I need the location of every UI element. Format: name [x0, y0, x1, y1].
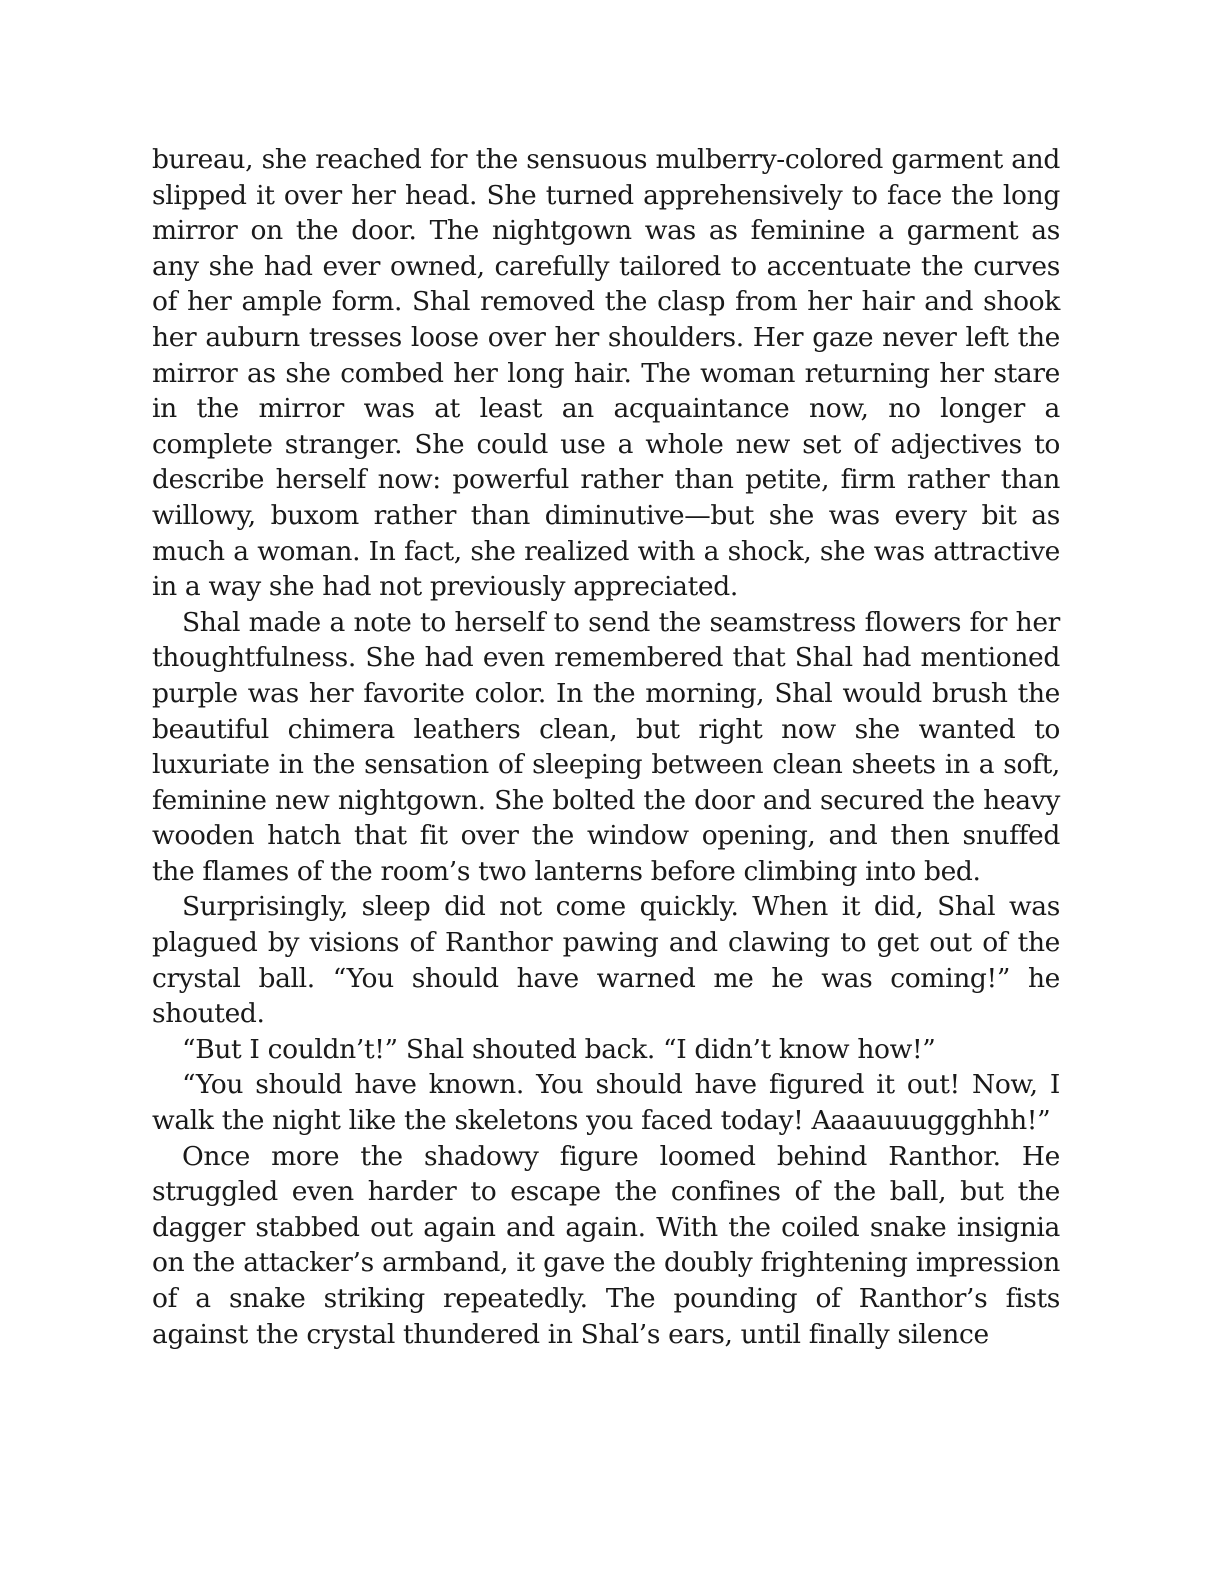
book-page-body [152, 142, 1060, 1352]
paragraph-shal-reply: “But I couldn’t!” Shal shouted back. “I didn’t know how!” [182, 1033, 936, 1065]
paragraph-shadowy-figure: Once more the shadowy figure loomed behind Ranthor. He struggled even harder to escape the confines of the ball, but the dagger stabbed out again and again. With the coiled snake insignia on the attacker’s armband, it gave the doubly frightening impression of a snake striking repeatedly. The pounding of Ranthor’s fists against the crystal thundered in Shal’s ears, until finally silence [152, 1140, 1060, 1350]
paragraph-sleep-visions: Surprisingly, sleep did not come quickly. When it did, Shal was plagued by visions of Ranthor pawing and clawing to get out of the crystal ball. “You should have warned me he was coming!” he shouted. [152, 891, 1060, 1030]
paragraph-seamstress-note: Shal made a note to herself to send the seamstress flowers for her thoughtfulness. She had even remembered that Shal had mentioned purple was her favorite color. In the morning, Shal would brush the beautiful chimera leathers clean, but right now she wanted to luxuriate in the sensation of sleeping between clean sheets in a soft, feminine new nightgown. She bolted the door and secured the heavy wooden hatch that fit over the window opening, and then snuffed the flames of the room’s two lanterns before climbing into bed. [152, 606, 1060, 887]
paragraph-dressing-mirror: bureau, she reached for the sensuous mulberry-colored garment and slipped it over her head. She turned apprehensively to face the long mirror on the door. The nightgown was as feminine a garment as any she had ever owned, carefully tailored to accentuate the curves of her ample form. Shal removed the clasp from her hair and shook her auburn tresses loose over her shoulders. Her gaze never left the mirror as she combed her long hair. The woman returning her stare in the mirror was at least an acquaintance now, no longer a complete stranger. She could use a whole new set of adjectives to describe herself now: powerful rather than petite, firm rather than willowy, buxom rather than diminutive—but she was every bit as much a woman. In fact, she realized with a shock, she was attractive in a way she had not previously appreciated. [152, 144, 1060, 603]
paragraph-ranthor-reply: “You should have known. You should have figured it out! Now, I walk the night like the skeletons you faced today! Aaaauuuggghhh!” [152, 1069, 1060, 1137]
